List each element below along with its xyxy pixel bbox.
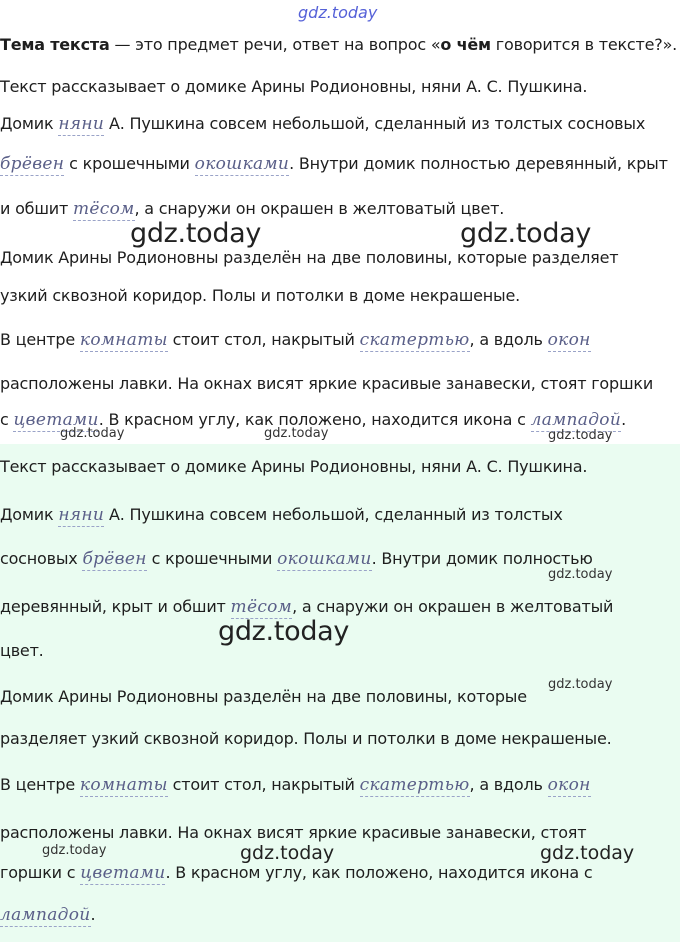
text-run: . В красном углу, как положено, находится икона с <box>98 410 531 429</box>
handwritten-word: окошками <box>194 154 290 174</box>
handwritten-word: брёвен <box>82 549 147 569</box>
text1-line-5: узкий сквозной коридор. Полы и потолки в доме некрашеные. <box>0 286 521 305</box>
text-run: сосновых <box>0 549 83 568</box>
watermark: gdz.today <box>460 218 592 249</box>
watermark: gdz.today <box>240 842 335 864</box>
text-run: , а снаружи он окрашен в желтоватый <box>292 597 614 616</box>
watermark: gdz.today <box>60 426 125 441</box>
watermark: gdz.today <box>548 567 613 582</box>
text-run: А. Пушкина совсем небольшой, сделанный из толстых <box>104 505 563 524</box>
text-run: . <box>90 905 96 924</box>
text-run: . <box>621 410 626 429</box>
definition-text-end: говорится в тексте?». <box>490 35 678 54</box>
watermark: gdz.today <box>540 842 635 864</box>
text-run: , а снаружи он окрашен в желтоватый цвет. <box>134 199 505 218</box>
watermark: gdz.today <box>548 677 613 692</box>
handwritten-word: няни <box>58 505 105 525</box>
watermark-header: gdz.today <box>298 3 378 22</box>
text-run: с крошечными <box>146 549 278 568</box>
handwritten-word: скатертью <box>359 330 470 350</box>
definition-text: — это предмет речи, ответ на вопрос « <box>109 35 441 54</box>
handwritten-word: окошками <box>277 549 372 569</box>
text2-line-5: Домик Арины Родионовны разделён на две половины, которые <box>0 687 527 706</box>
handwritten-word: комнаты <box>79 775 168 795</box>
watermark: gdz.today <box>548 428 613 443</box>
handwritten-word: лампадой <box>0 905 91 925</box>
text-run: стоит стол, накрытый <box>167 775 360 794</box>
text2-line-7 <box>0 775 591 795</box>
text2-line-10 <box>0 905 95 925</box>
text1-line-7: расположены лавки. На окнах висят яркие красивые занавески, стоят горшки <box>0 374 654 393</box>
handwritten-word: лампадой <box>530 410 622 430</box>
handwritten-word: скатертью <box>359 775 470 795</box>
watermark: gdz.today <box>130 218 262 249</box>
handwritten-word: няни <box>58 114 105 134</box>
text1-intro: Текст рассказывает о домике Арины Родионовны, няни А. С. Пушкина. <box>0 77 588 96</box>
text-run: стоит стол, накрытый <box>167 330 360 349</box>
text2-line-2 <box>0 549 593 569</box>
handwritten-word: окон <box>547 330 591 350</box>
text2-line-3 <box>0 597 613 617</box>
text-run: Домик <box>0 505 59 524</box>
text1-line-1 <box>0 114 645 134</box>
handwritten-word: комнаты <box>79 330 168 350</box>
handwritten-word: брёвен <box>0 154 65 174</box>
handwritten-word: тёсом <box>73 199 135 219</box>
text2-line-4: цвет. <box>0 641 44 660</box>
text1-line-6 <box>0 330 591 350</box>
text2-line-9 <box>0 863 592 883</box>
handwritten-word: окон <box>547 775 591 795</box>
handwritten-word: цветами <box>13 410 99 430</box>
text1-line-2 <box>0 154 668 174</box>
text-run: с <box>0 410 14 429</box>
text-run: Домик <box>0 114 59 133</box>
definition-bold: о чём <box>440 35 491 54</box>
watermark: gdz.today <box>264 426 329 441</box>
watermark: gdz.today <box>42 843 107 858</box>
definition-line <box>0 35 677 55</box>
handwritten-word: цветами <box>80 863 166 883</box>
text-run: В центре <box>0 775 80 794</box>
definition-term: Тема текста <box>0 35 110 54</box>
text-run: с крошечными <box>64 154 195 173</box>
text-run: , а вдоль <box>469 330 548 349</box>
text1-line-3 <box>0 199 504 219</box>
text-run: и обшит <box>0 199 73 218</box>
handwritten-word: тёсом <box>230 597 293 617</box>
text2-line-6: разделяет узкий сквозной коридор. Полы и потолки в доме некрашеные. <box>0 729 612 748</box>
watermark: gdz.today <box>218 616 350 647</box>
text-run: деревянный, крыт и обшит <box>0 597 231 616</box>
text-run: . Внутри домик полностью деревянный, крыт <box>289 154 668 173</box>
text2-line-8: расположены лавки. На окнах висят яркие красивые занавески, стоят <box>0 823 587 842</box>
text-run: А. Пушкина совсем небольшой, сделанный из толстых сосновых <box>104 114 646 133</box>
text-run: , а вдоль <box>469 775 548 794</box>
text1-line-4: Домик Арины Родионовны разделён на две половины, которые разделяет <box>0 248 619 267</box>
text2-line-1 <box>0 505 563 525</box>
text-run: . Внутри домик полностью <box>371 549 593 568</box>
text-run: В центре <box>0 330 80 349</box>
text2-intro: Текст рассказывает о домике Арины Родионовны, няни А. С. Пушкина. <box>0 457 588 476</box>
text-run: горшки с <box>0 863 81 882</box>
text-run: . В красном углу, как положено, находится икона с <box>165 863 593 882</box>
